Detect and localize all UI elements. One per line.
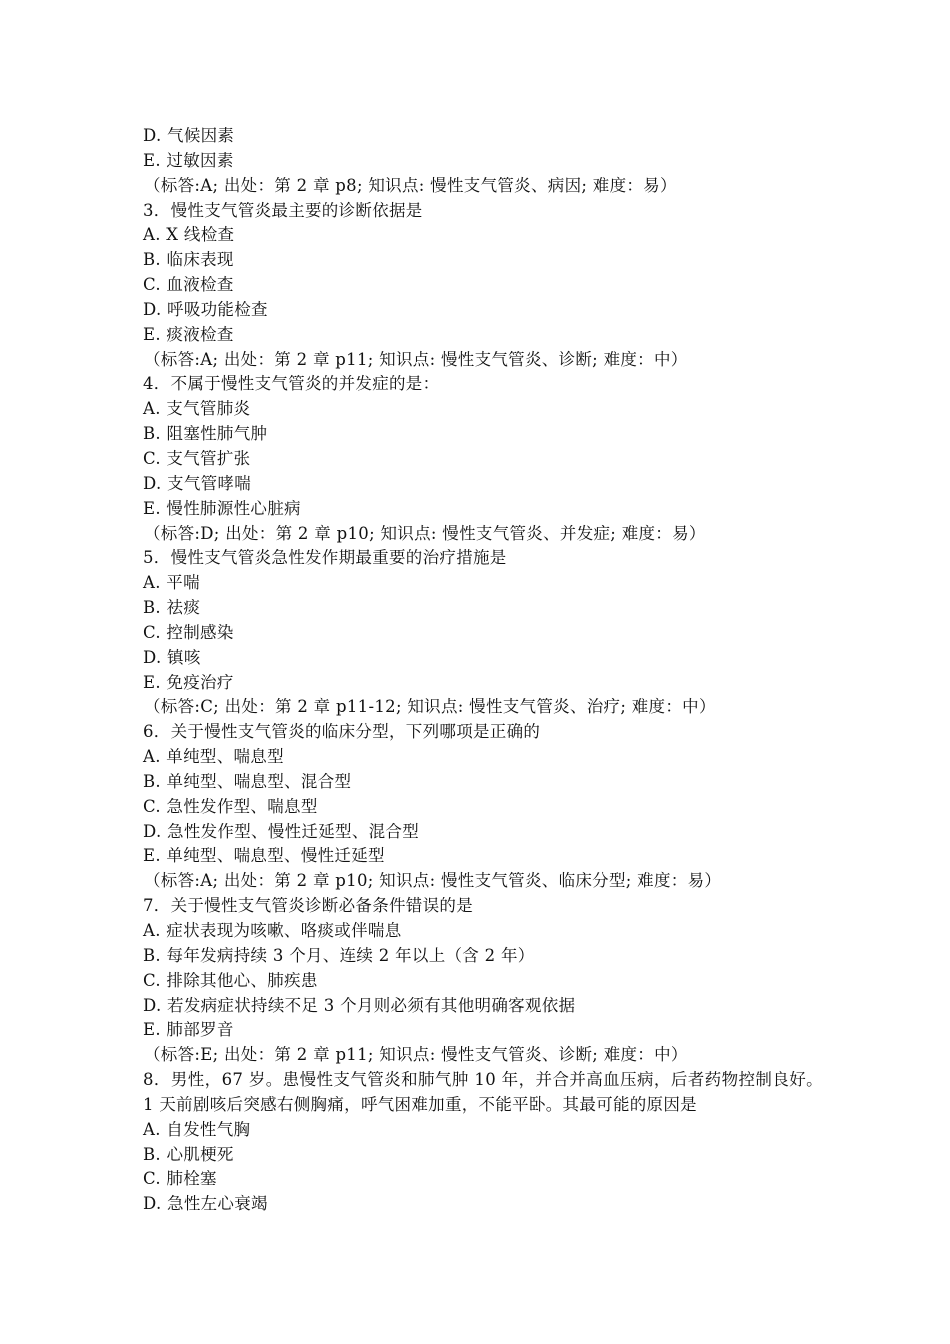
option-line: A. 支气管肺炎 bbox=[143, 399, 251, 419]
option-line: D. 气候因素 bbox=[143, 126, 235, 145]
option-line: B. 单纯型、喘息型、混合型 bbox=[143, 771, 352, 791]
option-line: A. 症状表现为咳嗽、咯痰或伴喘息 bbox=[143, 921, 402, 940]
question-line: 8．男性，67 岁。患慢性支气管炎和肺气肿 10 年，并合并高血压病，后者药物控制良好。1 天前剧咳后突感右侧胸痛，呼气困难加重，不能平卧。其最可能的原因是 bbox=[143, 1070, 823, 1114]
option-line: C. 排除其他心、肺疾患 bbox=[143, 970, 318, 990]
answer-key-line: （标答:D; 出处：第 2 章 p10; 知识点: 慢性支气管炎、并发症; 难度：易） bbox=[144, 523, 706, 543]
option-line: B. 心肌梗死 bbox=[143, 1144, 234, 1164]
option-line: C. 血液检查 bbox=[143, 275, 234, 295]
option-line: E. 慢性肺源性心脏病 bbox=[143, 498, 301, 518]
question-line: 7．关于慢性支气管炎诊断必备条件错误的是 bbox=[143, 896, 473, 916]
option-line: B. 临床表现 bbox=[143, 250, 234, 270]
option-line: C. 控制感染 bbox=[143, 622, 234, 642]
option-line: D. 镇咳 bbox=[143, 647, 201, 667]
answer-key-line: （标答:A; 出处：第 2 章 p10; 知识点: 慢性支气管炎、临床分型; 难度：易） bbox=[144, 871, 722, 891]
option-line: A. 单纯型、喘息型 bbox=[143, 747, 284, 767]
option-line: E. 单纯型、喘息型、慢性迁延型 bbox=[143, 846, 385, 866]
answer-key-line: （标答:E; 出处：第 2 章 p11; 知识点: 慢性支气管炎、诊断; 难度：中） bbox=[144, 1045, 688, 1065]
answer-key-line: （标答:A; 出处：第 2 章 p11; 知识点: 慢性支气管炎、诊断; 难度：中） bbox=[144, 349, 688, 369]
option-line: B. 阻塞性肺气肿 bbox=[143, 424, 268, 444]
question-line: 4．不属于慢性支气管炎的并发症的是： bbox=[143, 374, 440, 394]
option-line: A. 平喘 bbox=[143, 573, 200, 593]
option-line: B. 祛痰 bbox=[143, 598, 201, 618]
option-line: D. 急性发作型、慢性迁延型、混合型 bbox=[143, 821, 420, 841]
option-line: E. 免疫治疗 bbox=[143, 672, 234, 692]
option-line: A. 自发性气胸 bbox=[143, 1119, 251, 1139]
option-line: D. 支气管哮喘 bbox=[143, 473, 252, 493]
option-line: E. 痰液检查 bbox=[143, 324, 234, 344]
option-line: D. 呼吸功能检查 bbox=[143, 299, 268, 319]
option-line: C. 支气管扩张 bbox=[143, 448, 251, 468]
option-line: E. 过敏因素 bbox=[143, 150, 234, 170]
question-line: 5．慢性支气管炎急性发作期最重要的治疗措施是 bbox=[143, 548, 507, 568]
option-line: D. 若发病症状持续不足 3 个月则必须有其他明确客观依据 bbox=[143, 995, 576, 1015]
answer-key-line: （标答:C; 出处：第 2 章 p11-12; 知识点: 慢性支气管炎、治疗; 难度：中） bbox=[144, 697, 716, 717]
option-line: D. 急性左心衰竭 bbox=[143, 1194, 268, 1214]
option-line: C. 肺栓塞 bbox=[143, 1169, 217, 1189]
answer-key-line: （标答:A; 出处：第 2 章 p8; 知识点: 慢性支气管炎、病因; 难度：易） bbox=[144, 175, 677, 195]
option-line: C. 急性发作型、喘息型 bbox=[143, 796, 318, 816]
option-line: B. 每年发病持续 3 个月、连续 2 年以上（含 2 年） bbox=[143, 945, 535, 965]
question-line: 3．慢性支气管炎最主要的诊断依据是 bbox=[143, 200, 423, 220]
question-line: 6．关于慢性支气管炎的临床分型，下列哪项是正确的 bbox=[143, 722, 541, 742]
option-line: A. X 线检查 bbox=[143, 225, 235, 245]
document-body bbox=[143, 124, 823, 1217]
option-line: E. 肺部罗音 bbox=[143, 1020, 234, 1040]
